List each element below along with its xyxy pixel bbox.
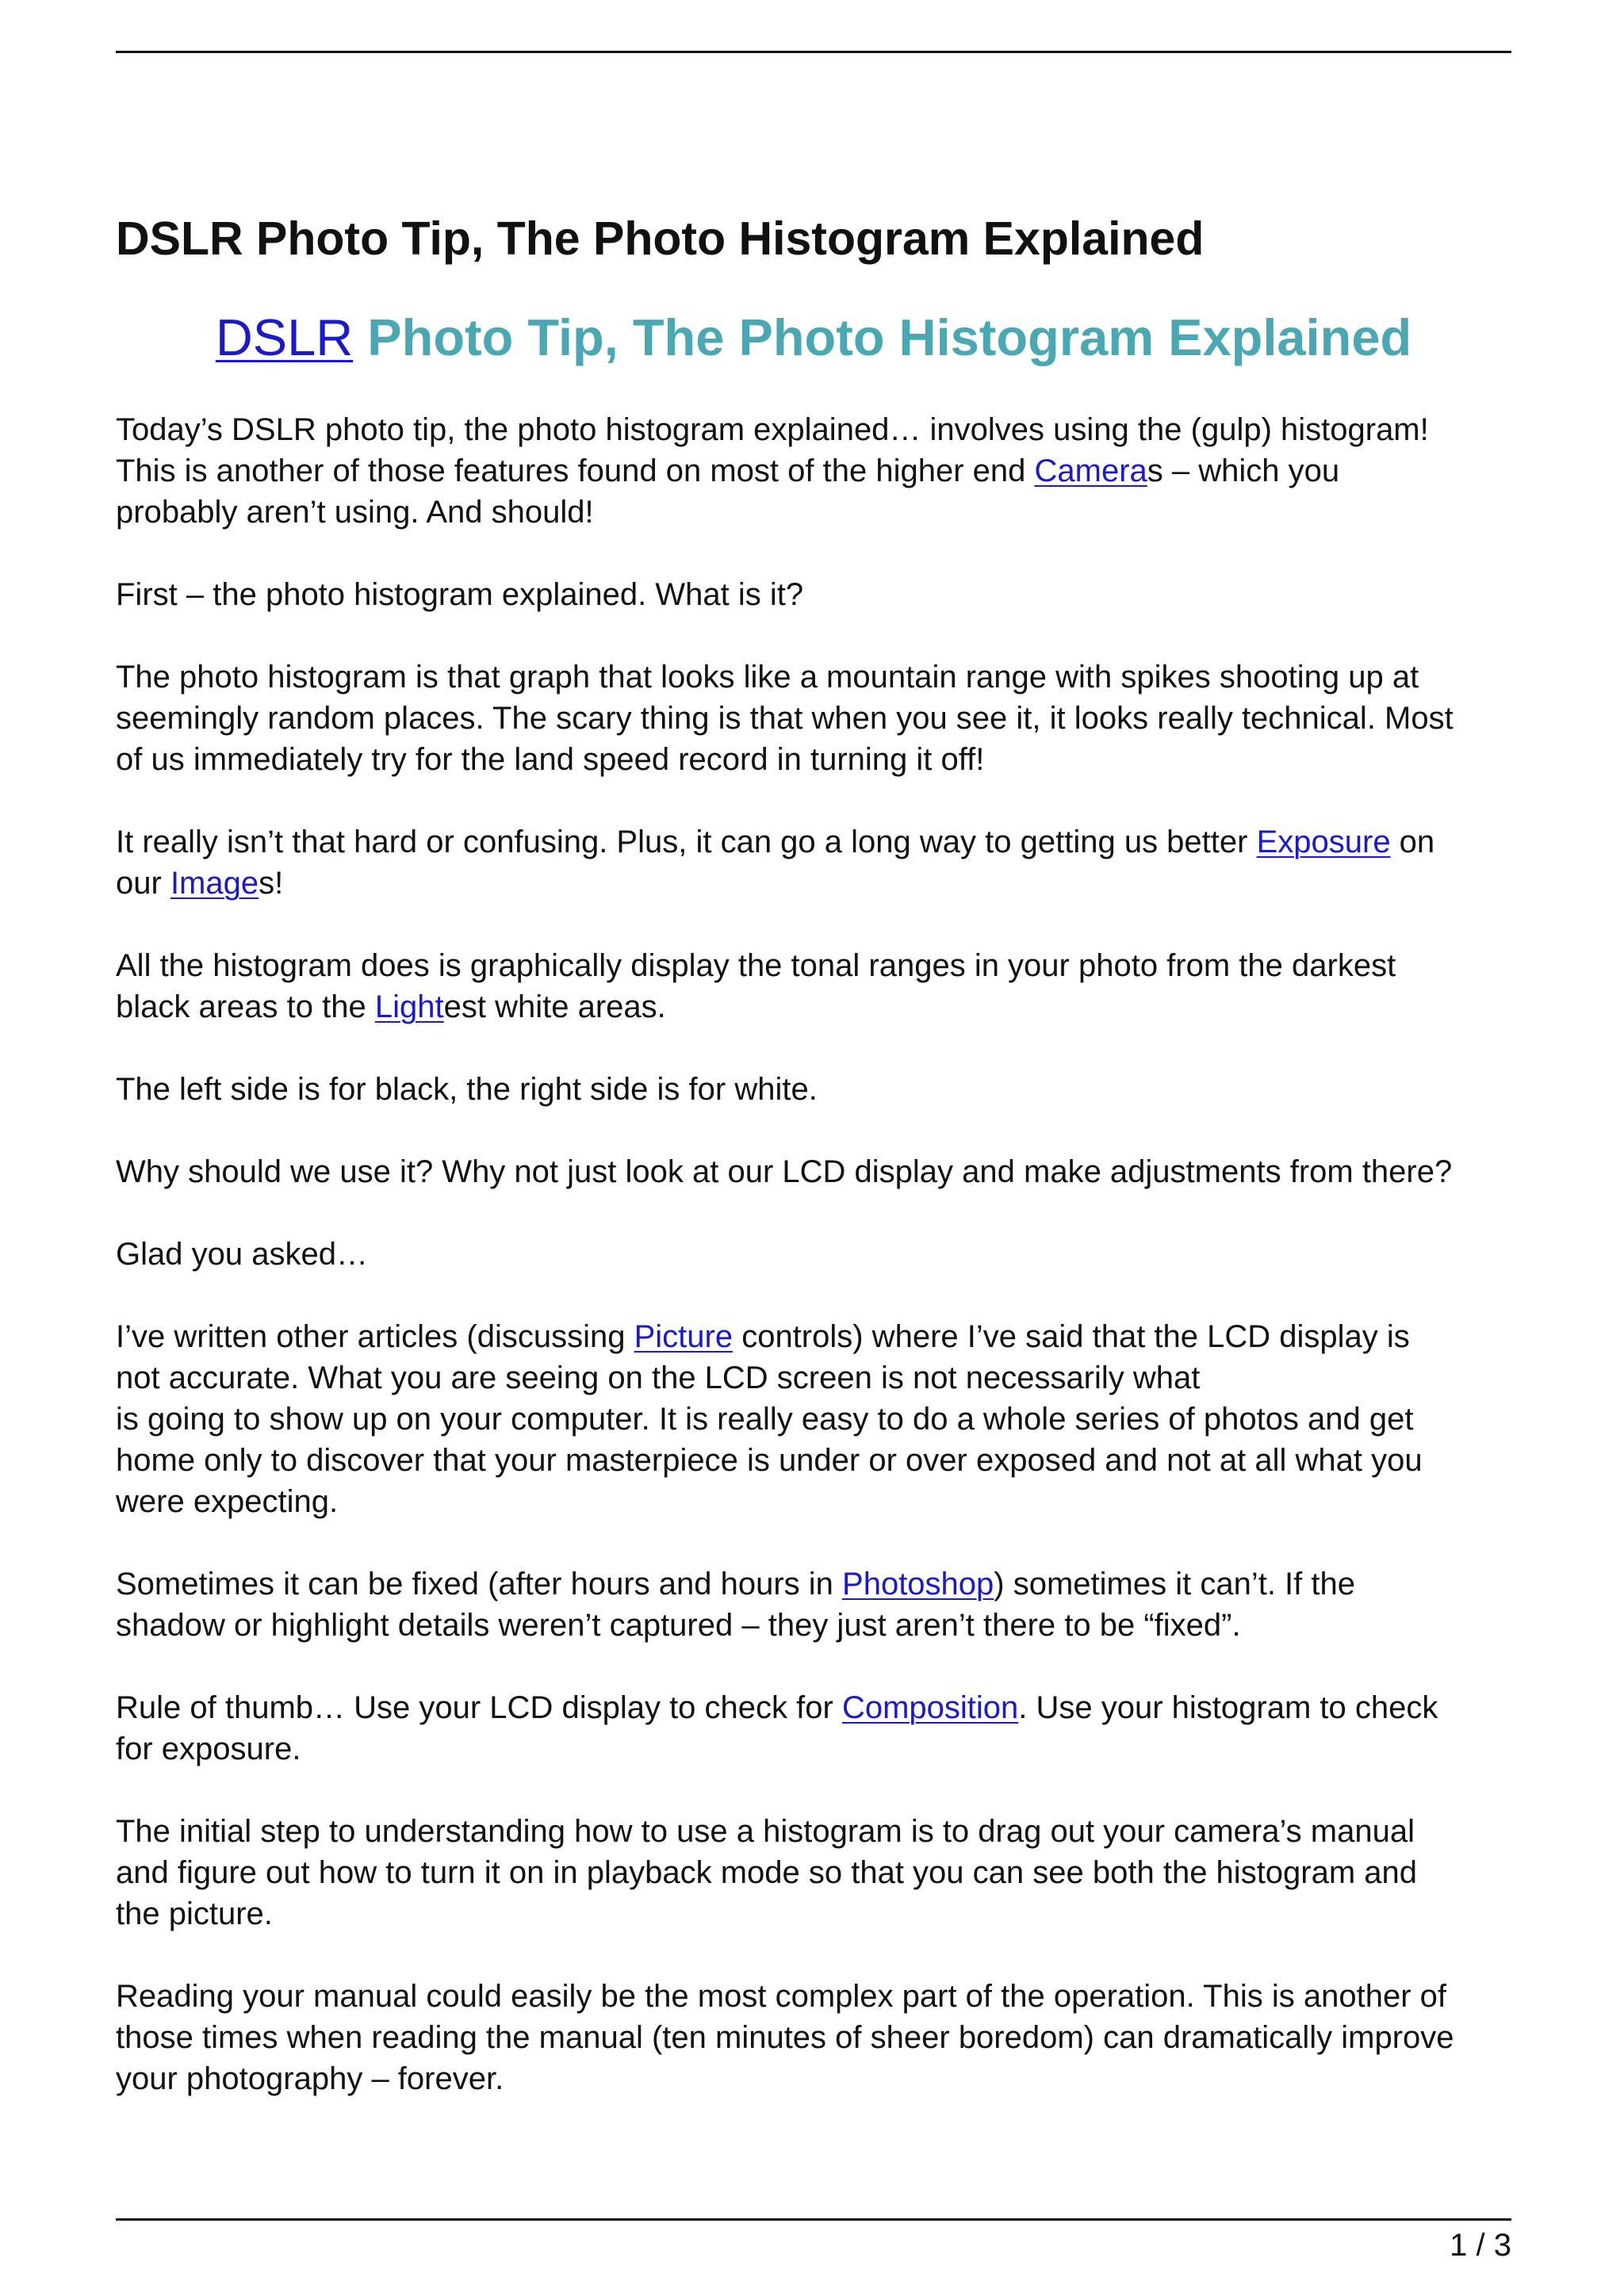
footer-rule bbox=[116, 2218, 1511, 2221]
p11-line-1b: . Use your histogram to check bbox=[1018, 1690, 1438, 1725]
p8-line-1: Glad you asked… bbox=[116, 1237, 368, 1272]
p4-line-2b: s! bbox=[259, 866, 284, 901]
p12-line-1: The initial step to understanding how to use a histogram is to drag out your camera’s manual bbox=[116, 1814, 1415, 1849]
article-body bbox=[116, 409, 1519, 2141]
p12-line-3: the picture. bbox=[116, 1896, 273, 1931]
p10-line-1a: Sometimes it can be fixed (after hours and hours in bbox=[116, 1567, 843, 1601]
paragraph-11 bbox=[116, 1687, 1519, 1770]
document-title: DSLR Photo Tip, The Photo Histogram Explained bbox=[116, 212, 1205, 265]
paragraph-6 bbox=[116, 1069, 1519, 1110]
p13-line-3: your photography – forever. bbox=[116, 2061, 504, 2096]
link-composition[interactable]: Composition bbox=[841, 1690, 1019, 1725]
paragraph-4 bbox=[116, 821, 1519, 904]
p4-line-1a: It really isn’t that hard or confusing. Plus, it can go a long way to getting us better bbox=[116, 825, 1257, 859]
link-exposure[interactable]: Exposure bbox=[1256, 825, 1391, 859]
heading-link-dslr[interactable]: DSLR bbox=[215, 308, 354, 366]
paragraph-7 bbox=[116, 1151, 1519, 1192]
p1-line-2b: s – which you bbox=[1147, 453, 1340, 488]
p3-line-3: of us immediately try for the land speed record in turning it off! bbox=[116, 742, 985, 777]
p9-line-2: not accurate. What you are seeing on the LCD screen is not necessarily what bbox=[116, 1360, 1201, 1395]
p3-line-1: The photo histogram is that graph that looks like a mountain range with spikes shooting up at bbox=[116, 660, 1419, 695]
p12-line-2: and figure out how to turn it on in playback mode so that you can see both the histogram and bbox=[116, 1855, 1418, 1890]
p9-line-4: home only to discover that your masterpiece is under or over exposed and not at all what you bbox=[116, 1443, 1423, 1478]
paragraph-3 bbox=[116, 656, 1519, 780]
p5-line-2a: black areas to the bbox=[116, 989, 375, 1024]
p13-line-1: Reading your manual could easily be the most complex part of the operation. This is another of bbox=[116, 1979, 1446, 2014]
p1-line-2a: This is another of those features found on most of the higher end bbox=[116, 453, 1035, 488]
p3-line-2: seemingly random places. The scary thing is that when you see it, it looks really technical. Most bbox=[116, 701, 1454, 736]
p10-line-1b: ) sometimes it can’t. If the bbox=[994, 1567, 1355, 1601]
p5-line-1: All the histogram does is graphically display the tonal ranges in your photo from the darkest bbox=[116, 948, 1396, 983]
link-image[interactable]: Image bbox=[170, 866, 259, 901]
p9-line-1a: I’ve written other articles (discussing bbox=[116, 1319, 634, 1354]
paragraph-12 bbox=[116, 1811, 1519, 1934]
p5-line-2b: est white areas. bbox=[443, 989, 666, 1024]
paragraph-10 bbox=[116, 1563, 1519, 1646]
p10-line-2: shadow or highlight details weren’t captured – they just aren’t there to be “fixed”. bbox=[116, 1608, 1241, 1643]
paragraph-8 bbox=[116, 1234, 1519, 1275]
p4-line-1b: on bbox=[1390, 825, 1435, 859]
article-heading bbox=[116, 306, 1511, 369]
paragraph-5 bbox=[116, 945, 1519, 1027]
link-camera[interactable]: Camera bbox=[1034, 453, 1147, 488]
heading-text: Photo Tip, The Photo Histogram Explained bbox=[353, 308, 1412, 366]
p11-line-1a: Rule of thumb… Use your LCD display to check for bbox=[116, 1690, 842, 1725]
p1-line-1: Today’s DSLR photo tip, the photo histogram explained… involves using the (gulp) histogram! bbox=[116, 412, 1429, 447]
p7-line-1: Why should we use it? Why not just look at our LCD display and make adjustments from there? bbox=[116, 1154, 1453, 1189]
paragraph-13 bbox=[116, 1976, 1519, 2099]
link-photoshop[interactable]: Photoshop bbox=[842, 1567, 994, 1601]
p9-line-5: were expecting. bbox=[116, 1484, 339, 1519]
p2-line-1: First – the photo histogram explained. What is it? bbox=[116, 577, 804, 612]
p6-line-1: The left side is for black, the right side is for white. bbox=[116, 1072, 818, 1107]
p11-line-2: for exposure. bbox=[116, 1732, 301, 1766]
p9-line-3: is going to show up on your computer. It is really easy to do a whole series of photos and get bbox=[116, 1402, 1414, 1437]
p4-line-2a: our bbox=[116, 866, 170, 901]
link-light[interactable]: Light bbox=[374, 989, 444, 1024]
p9-line-1b: controls) where I’ve said that the LCD display is bbox=[733, 1319, 1410, 1354]
paragraph-2 bbox=[116, 574, 1519, 615]
link-picture[interactable]: Picture bbox=[634, 1319, 733, 1354]
paragraph-1 bbox=[116, 409, 1519, 533]
paragraph-9 bbox=[116, 1316, 1519, 1522]
p13-line-2: those times when reading the manual (ten minutes of sheer boredom) can dramatically improve bbox=[116, 2020, 1454, 2055]
page-number: 1 / 3 bbox=[1450, 2228, 1511, 2263]
p1-line-3: probably aren’t using. And should! bbox=[116, 495, 594, 530]
header-rule bbox=[116, 51, 1511, 53]
